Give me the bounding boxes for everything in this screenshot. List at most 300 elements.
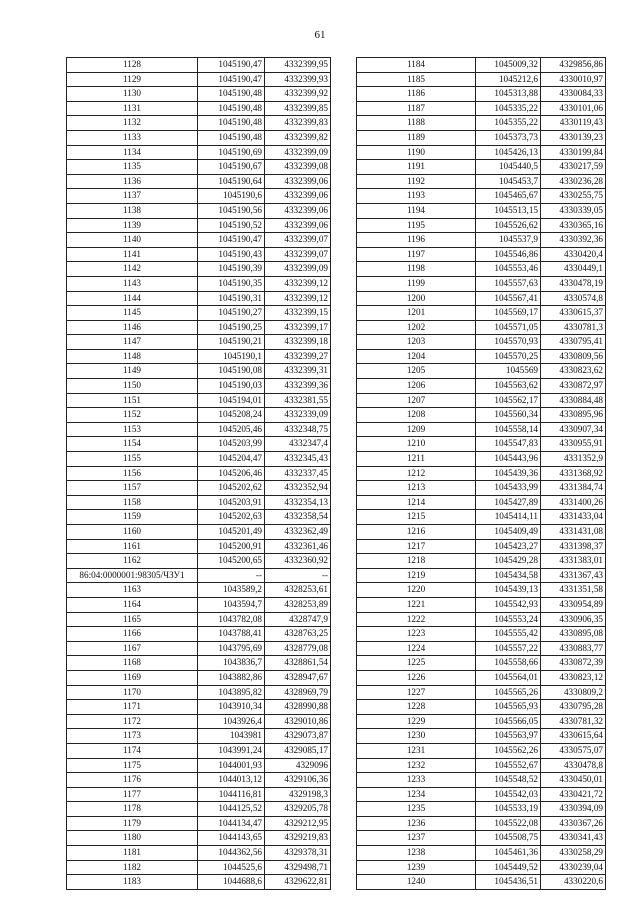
y-coordinate-cell: 4332399,92 [265,87,331,102]
x-coordinate-cell: 1045204,47 [198,452,265,467]
point-number-cell: 1131 [67,101,198,116]
y-coordinate-cell: 4332337,45 [265,466,331,481]
y-coordinate-cell: 4331367,43 [541,568,606,583]
table-row [357,670,606,685]
table-row [67,101,331,116]
table-row [357,262,606,277]
point-number-cell: 1144 [67,291,198,306]
table-row [357,364,606,379]
point-number-cell: 1174 [67,743,198,758]
x-coordinate-cell: 1045208,24 [198,408,265,423]
x-coordinate-cell: 1043910,34 [198,700,265,715]
x-coordinate-cell: 1045548,52 [476,773,541,788]
point-number-cell: 1230 [357,729,476,744]
point-number-cell: 1167 [67,641,198,656]
point-number-cell: 1220 [357,583,476,598]
table-row [67,729,331,744]
table-row [357,247,606,262]
point-number-cell: 1210 [357,437,476,452]
y-coordinate-cell: 4330574,8 [541,291,606,306]
point-number-cell: 1219 [357,568,476,583]
y-coordinate-cell: 4330872,97 [541,379,606,394]
x-coordinate-cell: 1045190,6 [198,189,265,204]
x-coordinate-cell: 1043836,7 [198,656,265,671]
x-coordinate-cell: 1045571,05 [476,320,541,335]
table-row [67,612,331,627]
x-coordinate-cell: 1045409,49 [476,525,541,540]
x-coordinate-cell: 1045557,22 [476,641,541,656]
point-number-cell: 1146 [67,320,198,335]
table-row [357,700,606,715]
y-coordinate-cell: 4332348,75 [265,422,331,437]
table-row [67,408,331,423]
point-number-cell: 1165 [67,612,198,627]
x-coordinate-cell: 1045563,62 [476,379,541,394]
point-number-cell: 1141 [67,247,198,262]
x-coordinate-cell: 1045203,91 [198,495,265,510]
point-number-cell: 1205 [357,364,476,379]
x-coordinate-cell: 1045190,48 [198,116,265,131]
x-coordinate-cell: 1045439,36 [476,466,541,481]
table-row [67,758,331,773]
point-number-cell: 1201 [357,306,476,321]
table-row [67,539,331,554]
y-coordinate-cell: 4328861,54 [265,656,331,671]
point-number-cell: 1238 [357,846,476,861]
table-row [357,510,606,525]
y-coordinate-cell: 4330394,09 [541,802,606,817]
y-coordinate-cell: 4332399,08 [265,160,331,175]
point-number-cell: 1156 [67,466,198,481]
table-row [357,452,606,467]
y-coordinate-cell: 4330339,05 [541,203,606,218]
y-coordinate-cell: 4331400,26 [541,495,606,510]
point-number-cell: 1232 [357,758,476,773]
table-row [67,72,331,87]
point-number-cell: 1154 [67,437,198,452]
y-coordinate-cell: 4328253,61 [265,583,331,598]
table-row [67,568,331,583]
point-number-cell: 1164 [67,597,198,612]
table-row [357,393,606,408]
x-coordinate-cell: 1045200,91 [198,539,265,554]
x-coordinate-cell: 1045542,93 [476,597,541,612]
x-coordinate-cell: 1045465,67 [476,189,541,204]
y-coordinate-cell: 4330872,39 [541,656,606,671]
table-row [67,203,331,218]
x-coordinate-cell: 1045190,03 [198,379,265,394]
table-row [357,875,606,890]
point-number-cell: 1176 [67,773,198,788]
point-number-cell: 1184 [357,58,476,73]
table-row [67,714,331,729]
x-coordinate-cell: 1045557,63 [476,276,541,291]
table-row [67,597,331,612]
y-coordinate-cell: 4330101,06 [541,101,606,116]
point-number-cell: 1185 [357,72,476,87]
y-coordinate-cell: 4331368,92 [541,466,606,481]
point-number-cell: 1129 [67,72,198,87]
x-coordinate-cell: 1044143,65 [198,831,265,846]
y-coordinate-cell: 4331433,04 [541,510,606,525]
y-coordinate-cell: 4332399,06 [265,174,331,189]
point-number-cell: 1207 [357,393,476,408]
y-coordinate-cell: 4329378,31 [265,846,331,861]
x-coordinate-cell: 1045558,14 [476,422,541,437]
point-number-cell: 1199 [357,276,476,291]
y-coordinate-cell: 4328253,89 [265,597,331,612]
table-row [357,160,606,175]
x-coordinate-cell: 1045190,43 [198,247,265,262]
table-row [357,145,606,160]
table-row [67,802,331,817]
table-row [357,831,606,846]
x-coordinate-cell: 1045190,64 [198,174,265,189]
table-row [357,773,606,788]
x-coordinate-cell: 1045190,1 [198,349,265,364]
table-row [67,116,331,131]
table-row [67,349,331,364]
table-row [357,335,606,350]
y-coordinate-cell: 4330341,43 [541,831,606,846]
table-row [67,130,331,145]
table-row [357,729,606,744]
y-coordinate-cell: 4328969,79 [265,685,331,700]
y-coordinate-cell: 4330955,91 [541,437,606,452]
x-coordinate-cell: 1045522,08 [476,816,541,831]
y-coordinate-cell: 4332399,31 [265,364,331,379]
x-coordinate-cell: 1045426,13 [476,145,541,160]
point-number-cell: 1187 [357,101,476,116]
table-row [67,641,331,656]
table-row [67,58,331,73]
x-coordinate-cell: 1043991,24 [198,743,265,758]
table-row [357,758,606,773]
y-coordinate-cell: 4332399,95 [265,58,331,73]
y-coordinate-cell: 4330010,97 [541,72,606,87]
x-coordinate-cell: 1045537,9 [476,233,541,248]
point-number-cell: 1225 [357,656,476,671]
x-coordinate-cell: 1045453,7 [476,174,541,189]
y-coordinate-cell: 4332399,15 [265,306,331,321]
table-row [67,276,331,291]
point-number-cell: 1157 [67,481,198,496]
point-number-cell: 1170 [67,685,198,700]
table-row [67,247,331,262]
table-row [67,700,331,715]
y-coordinate-cell: 4330220,6 [541,875,606,890]
table-row [357,846,606,861]
table-row [67,466,331,481]
x-coordinate-cell: 1045355,22 [476,116,541,131]
x-coordinate-cell: 1045190,67 [198,160,265,175]
table-row [67,174,331,189]
table-row [67,656,331,671]
x-coordinate-cell: 1045461,36 [476,846,541,861]
y-coordinate-cell: 4330449,1 [541,262,606,277]
y-coordinate-cell: 4330781,32 [541,714,606,729]
y-coordinate-cell: 4328747,9 [265,612,331,627]
table-row [67,218,331,233]
point-number-cell: 1148 [67,349,198,364]
point-number-cell: 1198 [357,262,476,277]
point-number-cell: 1226 [357,670,476,685]
point-number-cell: 1202 [357,320,476,335]
table-row [67,787,331,802]
table-row [67,525,331,540]
table-row [357,87,606,102]
coordinates-table-left [66,57,331,890]
x-coordinate-cell: 1045533,19 [476,802,541,817]
y-coordinate-cell: 4332399,07 [265,247,331,262]
table-row [357,349,606,364]
point-number-cell: 1150 [67,379,198,394]
table-row [357,101,606,116]
x-coordinate-cell: 1045212,6 [476,72,541,87]
x-coordinate-cell: 1045440,5 [476,160,541,175]
x-coordinate-cell: 1045553,46 [476,262,541,277]
y-coordinate-cell: 4332399,83 [265,116,331,131]
y-coordinate-cell: 4330478,19 [541,276,606,291]
y-coordinate-cell: 4331351,58 [541,583,606,598]
table-row [357,743,606,758]
x-coordinate-cell: 1045206,46 [198,466,265,481]
table-row [67,627,331,642]
x-coordinate-cell: 1045203,99 [198,437,265,452]
page-number: 61 [314,29,326,41]
y-coordinate-cell: 4331383,01 [541,554,606,569]
table-row [357,218,606,233]
y-coordinate-cell: 4329073,87 [265,729,331,744]
y-coordinate-cell: 4332399,17 [265,320,331,335]
x-coordinate-cell: 1043788,41 [198,627,265,642]
x-coordinate-cell: 1044001,93 [198,758,265,773]
table-row [67,554,331,569]
table-row [357,481,606,496]
y-coordinate-cell: 4332358,54 [265,510,331,525]
y-coordinate-cell: 4330119,43 [541,116,606,131]
x-coordinate-cell: 1045423,27 [476,539,541,554]
table-row [67,495,331,510]
x-coordinate-cell: 1045194,01 [198,393,265,408]
x-coordinate-cell: 1044362,56 [198,846,265,861]
x-coordinate-cell: 1045009,32 [476,58,541,73]
table-row [357,306,606,321]
x-coordinate-cell: 1045552,67 [476,758,541,773]
x-coordinate-cell: 1045205,46 [198,422,265,437]
table-body-left [67,58,331,890]
x-coordinate-cell: 1045563,97 [476,729,541,744]
point-number-cell: 1142 [67,262,198,277]
y-coordinate-cell: 4330884,48 [541,393,606,408]
table-row [67,145,331,160]
y-coordinate-cell: 4329212,95 [265,816,331,831]
y-coordinate-cell: 4332399,27 [265,349,331,364]
table-row [67,437,331,452]
table-row [67,189,331,204]
x-coordinate-cell: 1045190,48 [198,101,265,116]
x-coordinate-cell: 1045555,42 [476,627,541,642]
x-coordinate-cell: 1043981 [198,729,265,744]
point-number-cell: 1209 [357,422,476,437]
point-number-cell: 1166 [67,627,198,642]
table-row [357,58,606,73]
table-row [357,568,606,583]
point-number-cell: 1173 [67,729,198,744]
table-row [67,743,331,758]
y-coordinate-cell: 4331384,74 [541,481,606,496]
point-number-cell: 1181 [67,846,198,861]
table-row [67,422,331,437]
table-row [67,320,331,335]
point-number-cell: 1206 [357,379,476,394]
point-number-cell: 1149 [67,364,198,379]
x-coordinate-cell: 1045569,17 [476,306,541,321]
y-coordinate-cell: 4330895,96 [541,408,606,423]
table-row [357,408,606,423]
point-number-cell: 1188 [357,116,476,131]
point-number-cell: 1191 [357,160,476,175]
y-coordinate-cell: 4332399,09 [265,262,331,277]
y-coordinate-cell: 4331352,9 [541,452,606,467]
y-coordinate-cell: 4329085,17 [265,743,331,758]
x-coordinate-cell: 1045313,88 [476,87,541,102]
x-coordinate-cell: 1045201,49 [198,525,265,540]
x-coordinate-cell: 1045434,58 [476,568,541,583]
point-number-cell: 1229 [357,714,476,729]
table-row [357,291,606,306]
point-number-cell: 1216 [357,525,476,540]
point-number-cell: 1172 [67,714,198,729]
table-row [357,174,606,189]
y-coordinate-cell: 4329096 [265,758,331,773]
x-coordinate-cell: 1045190,47 [198,72,265,87]
table-row [357,656,606,671]
x-coordinate-cell: 1045562,26 [476,743,541,758]
y-coordinate-cell: 4330823,12 [541,670,606,685]
x-coordinate-cell: 1045558,66 [476,656,541,671]
y-coordinate-cell: 4330258,29 [541,846,606,861]
point-number-cell: 1159 [67,510,198,525]
point-number-cell: 1204 [357,349,476,364]
point-number-cell: 1140 [67,233,198,248]
y-coordinate-cell: 4330139,23 [541,130,606,145]
x-coordinate-cell: 1045560,34 [476,408,541,423]
y-coordinate-cell: 4330615,37 [541,306,606,321]
table-row [357,130,606,145]
x-coordinate-cell: 1045190,48 [198,130,265,145]
x-coordinate-cell: 1045433,99 [476,481,541,496]
x-coordinate-cell: 1044525,6 [198,860,265,875]
point-number-cell: 1194 [357,203,476,218]
x-coordinate-cell: 1043589,2 [198,583,265,598]
x-coordinate-cell: 1045429,28 [476,554,541,569]
table-row [67,670,331,685]
point-number-cell: 1162 [67,554,198,569]
point-number-cell: 1211 [357,452,476,467]
point-number-cell: 1218 [357,554,476,569]
table-row [357,627,606,642]
y-coordinate-cell: 4330217,59 [541,160,606,175]
y-coordinate-cell: 4332345,43 [265,452,331,467]
y-coordinate-cell: 4332339,09 [265,408,331,423]
x-coordinate-cell: 1045414,11 [476,510,541,525]
table-row [357,379,606,394]
table-row [67,860,331,875]
x-coordinate-cell: 1045373,73 [476,130,541,145]
point-number-cell: 1182 [67,860,198,875]
table-row [67,510,331,525]
y-coordinate-cell: 4332399,82 [265,130,331,145]
point-number-cell: 1137 [67,189,198,204]
coordinates-table-right [356,57,606,890]
table-row [67,160,331,175]
y-coordinate-cell: 4328990,88 [265,700,331,715]
table-row [67,583,331,598]
y-coordinate-cell: 4330392,36 [541,233,606,248]
x-coordinate-cell: 1045190,31 [198,291,265,306]
y-coordinate-cell: 4329106,36 [265,773,331,788]
x-coordinate-cell: 1043782,08 [198,612,265,627]
y-coordinate-cell: 4328763,25 [265,627,331,642]
table-row [67,306,331,321]
y-coordinate-cell: 4330239,04 [541,860,606,875]
point-number-cell: 1227 [357,685,476,700]
point-number-cell: 1132 [67,116,198,131]
point-number-cell: 1212 [357,466,476,481]
y-coordinate-cell: 4332347,4 [265,437,331,452]
point-number-cell: 1183 [67,875,198,890]
point-number-cell: 1215 [357,510,476,525]
point-number-cell: 1160 [67,525,198,540]
point-number-cell: 1203 [357,335,476,350]
table-row [357,320,606,335]
y-coordinate-cell: 4329198,3 [265,787,331,802]
table-row [357,816,606,831]
y-coordinate-cell: 4329219,83 [265,831,331,846]
y-coordinate-cell: 4330236,28 [541,174,606,189]
y-coordinate-cell: 4330907,34 [541,422,606,437]
table-row [357,787,606,802]
point-number-cell: 1189 [357,130,476,145]
point-number-cell: 1213 [357,481,476,496]
point-number-cell: 1224 [357,641,476,656]
x-coordinate-cell: 1045562,17 [476,393,541,408]
table-row [357,641,606,656]
table-row [67,685,331,700]
y-coordinate-cell: 4332362,49 [265,525,331,540]
point-number-cell: 1134 [67,145,198,160]
table-row [67,233,331,248]
point-number-cell: 1155 [67,452,198,467]
x-coordinate-cell: 1045567,41 [476,291,541,306]
y-coordinate-cell: 4330365,16 [541,218,606,233]
point-number-cell: 1163 [67,583,198,598]
point-number-cell: 1135 [67,160,198,175]
table-row [357,72,606,87]
x-coordinate-cell: 1043926,4 [198,714,265,729]
y-coordinate-cell: 4330421,72 [541,787,606,802]
x-coordinate-cell: 1044013,12 [198,773,265,788]
y-coordinate-cell: 4330575,07 [541,743,606,758]
point-number-cell: 1177 [67,787,198,802]
y-coordinate-cell: 4330809,2 [541,685,606,700]
table-row [357,203,606,218]
x-coordinate-cell: 1045546,86 [476,247,541,262]
point-number-cell: 1169 [67,670,198,685]
point-number-cell: 1138 [67,203,198,218]
x-coordinate-cell: 1044134,47 [198,816,265,831]
